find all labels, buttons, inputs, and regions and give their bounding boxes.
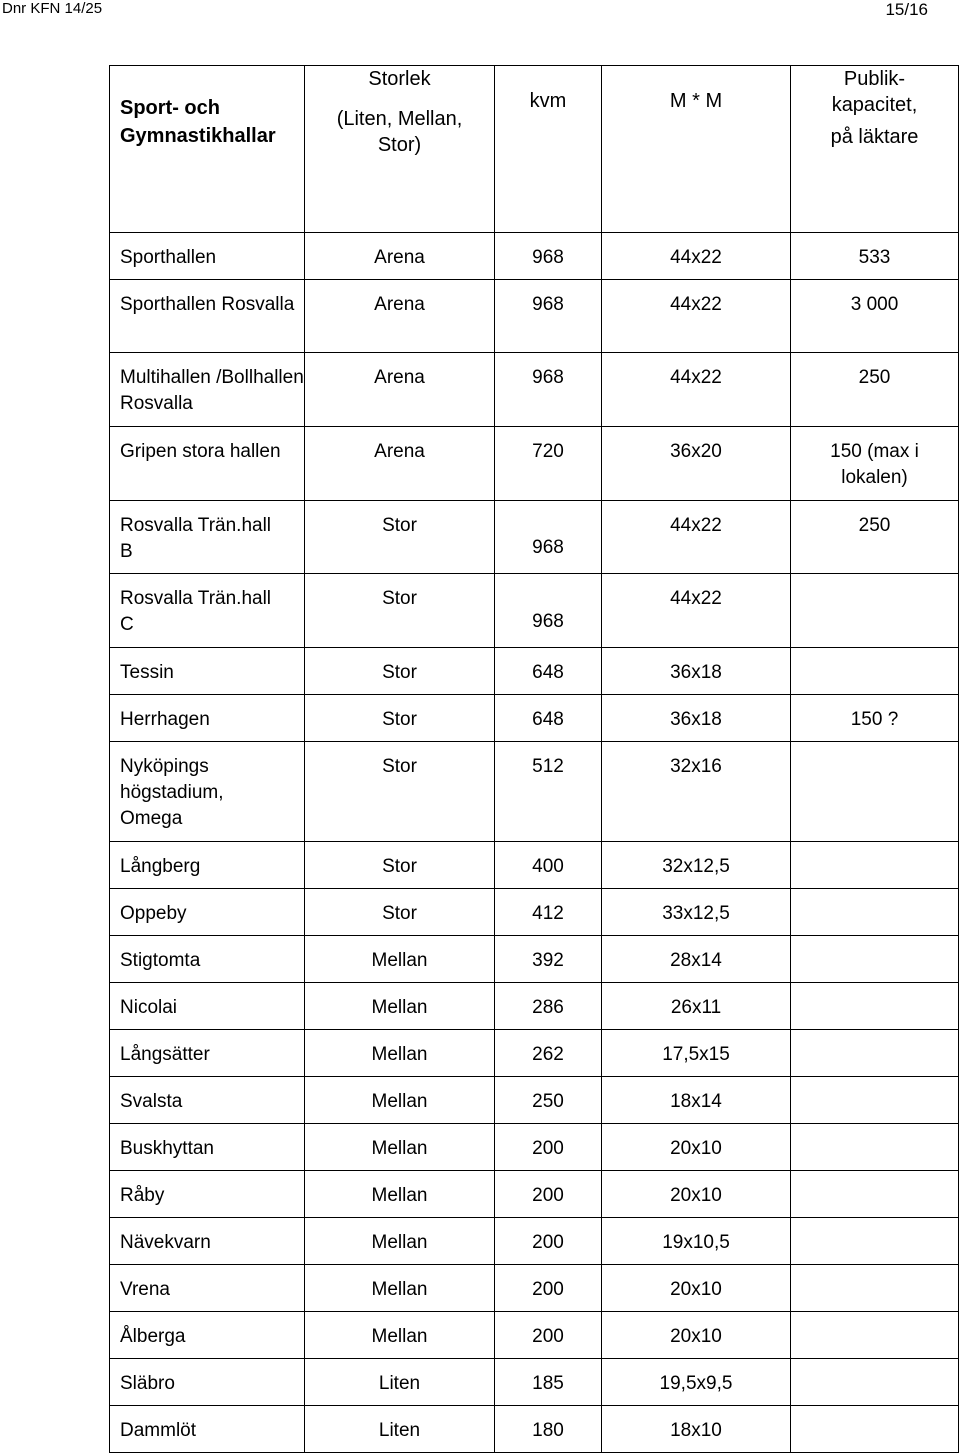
facility-size: Mellan xyxy=(305,1030,495,1077)
facility-kvm: 648 xyxy=(495,648,602,695)
facility-dims: 20x10 xyxy=(602,1265,791,1312)
header-name-line: Gymnastikhallar xyxy=(120,125,276,147)
facility-size: Arena xyxy=(305,233,495,280)
facility-kvm: 200 xyxy=(495,1171,602,1218)
header-size-line: (Liten, Mellan, xyxy=(336,108,463,130)
facility-capacity xyxy=(791,889,959,936)
facility-dims: 20x10 xyxy=(602,1124,791,1171)
document-reference: Dnr KFN 14/25 xyxy=(2,0,103,17)
facility-dims: 36x18 xyxy=(602,695,791,742)
facility-kvm: 185 xyxy=(495,1359,602,1406)
table-row xyxy=(110,983,959,1030)
table-row xyxy=(110,648,959,695)
table-row xyxy=(110,501,959,574)
facility-kvm: 200 xyxy=(495,1218,602,1265)
facility-dims: 19x10,5 xyxy=(602,1218,791,1265)
facility-size: Stor xyxy=(305,648,495,695)
facility-dims: 26x11 xyxy=(602,983,791,1030)
facility-dims: 20x10 xyxy=(602,1171,791,1218)
facility-kvm: 400 xyxy=(495,842,602,889)
facility-dims: 44x22 xyxy=(602,233,791,280)
facility-kvm: 180 xyxy=(495,1406,602,1453)
facility-name: Svalsta xyxy=(110,1077,305,1124)
header-capacity-line: på läktare xyxy=(830,126,919,148)
table-row xyxy=(110,1359,959,1406)
header-kvm: kvm xyxy=(529,90,567,112)
table-row xyxy=(110,1406,959,1453)
facility-dims: 44x22 xyxy=(602,501,791,574)
facility-capacity xyxy=(791,842,959,889)
facility-kvm: 968 xyxy=(495,574,602,648)
facility-size: Liten xyxy=(305,1406,495,1453)
facility-dims: 32x12,5 xyxy=(602,842,791,889)
facility-name: Nicolai xyxy=(110,983,305,1030)
header-capacity-cell xyxy=(791,66,959,233)
table-row xyxy=(110,742,959,842)
header-row xyxy=(110,66,959,233)
facility-capacity: 150 (max i lokalen) xyxy=(791,427,959,501)
table-row xyxy=(110,427,959,501)
table-row xyxy=(110,1312,959,1359)
facility-kvm: 250 xyxy=(495,1077,602,1124)
facility-dims: 32x16 xyxy=(602,742,791,842)
facility-kvm: 392 xyxy=(495,936,602,983)
page-number: 15/16 xyxy=(885,0,928,19)
table-row xyxy=(110,842,959,889)
facility-dims: 18x10 xyxy=(602,1406,791,1453)
table-row xyxy=(110,1030,959,1077)
facility-capacity xyxy=(791,1359,959,1406)
facility-name: Dammlöt xyxy=(110,1406,305,1453)
table-row xyxy=(110,1218,959,1265)
facility-dims: 44x22 xyxy=(602,353,791,427)
facility-kvm: 286 xyxy=(495,983,602,1030)
header-dims: M * M xyxy=(669,90,723,112)
facility-size: Mellan xyxy=(305,1265,495,1312)
facility-dims: 44x22 xyxy=(602,280,791,353)
facility-capacity: 3 000 xyxy=(791,280,959,353)
facility-size: Stor xyxy=(305,695,495,742)
facility-capacity: 533 xyxy=(791,233,959,280)
facility-kvm: 200 xyxy=(495,1265,602,1312)
facility-kvm: 968 xyxy=(495,353,602,427)
facility-capacity xyxy=(791,1218,959,1265)
header-size-cell xyxy=(305,66,495,233)
facility-name: Nyköpings högstadium, Omega xyxy=(110,742,305,842)
facility-capacity: 250 xyxy=(791,353,959,427)
facility-name: Ålberga xyxy=(110,1312,305,1359)
header-capacity-line: kapacitet, xyxy=(831,94,918,116)
facility-kvm: 512 xyxy=(495,742,602,842)
header-name-cell xyxy=(110,66,305,233)
facility-kvm: 648 xyxy=(495,695,602,742)
facility-size: Mellan xyxy=(305,1077,495,1124)
facility-dims: 17,5x15 xyxy=(602,1030,791,1077)
facility-name: Rosvalla Trän.hall C xyxy=(110,574,305,648)
facility-size: Arena xyxy=(305,353,495,427)
facility-dims: 44x22 xyxy=(602,574,791,648)
facility-capacity xyxy=(791,1077,959,1124)
table-row xyxy=(110,1077,959,1124)
facility-size: Stor xyxy=(305,842,495,889)
facility-size: Arena xyxy=(305,427,495,501)
facility-name: Långberg xyxy=(110,842,305,889)
facility-name: Stigtomta xyxy=(110,936,305,983)
facility-size: Mellan xyxy=(305,1171,495,1218)
facility-name: Råby xyxy=(110,1171,305,1218)
table-row xyxy=(110,233,959,280)
facility-dims: 36x20 xyxy=(602,427,791,501)
facility-size: Mellan xyxy=(305,983,495,1030)
header-capacity-line: Publik- xyxy=(843,68,906,90)
facility-size: Mellan xyxy=(305,1218,495,1265)
facility-size: Stor xyxy=(305,574,495,648)
facility-size: Mellan xyxy=(305,936,495,983)
facility-dims: 19,5x9,5 xyxy=(602,1359,791,1406)
facility-kvm: 262 xyxy=(495,1030,602,1077)
facility-kvm: 200 xyxy=(495,1312,602,1359)
facility-dims: 33x12,5 xyxy=(602,889,791,936)
facility-size: Mellan xyxy=(305,1312,495,1359)
table-row xyxy=(110,1171,959,1218)
facility-name: Långsätter xyxy=(110,1030,305,1077)
table-row xyxy=(110,695,959,742)
facility-kvm: 412 xyxy=(495,889,602,936)
facility-kvm: 968 xyxy=(495,280,602,353)
facilities-table xyxy=(109,65,959,1453)
facility-name: Multihallen /Bollhallen Rosvalla xyxy=(110,353,305,427)
facility-capacity: 150 ? xyxy=(791,695,959,742)
facility-dims: 18x14 xyxy=(602,1077,791,1124)
facility-size: Mellan xyxy=(305,1124,495,1171)
facility-size: Stor xyxy=(305,889,495,936)
facility-name: Sporthallen xyxy=(110,233,305,280)
facility-capacity xyxy=(791,1406,959,1453)
header-name-line: Sport- och xyxy=(120,97,220,119)
facility-dims: 28x14 xyxy=(602,936,791,983)
table-row xyxy=(110,889,959,936)
facility-name: Gripen stora hallen xyxy=(110,427,305,501)
facility-capacity xyxy=(791,983,959,1030)
facility-name: Tessin xyxy=(110,648,305,695)
header-dims-cell xyxy=(602,66,791,233)
facility-capacity xyxy=(791,1265,959,1312)
facility-capacity xyxy=(791,648,959,695)
facility-capacity xyxy=(791,742,959,842)
facility-kvm: 720 xyxy=(495,427,602,501)
facility-name: Vrena xyxy=(110,1265,305,1312)
facility-size: Liten xyxy=(305,1359,495,1406)
table-row xyxy=(110,280,959,353)
facility-capacity xyxy=(791,1171,959,1218)
facility-name: Sporthallen Rosvalla xyxy=(110,280,305,353)
facility-name: Herrhagen xyxy=(110,695,305,742)
table-row xyxy=(110,1265,959,1312)
header-kvm-cell xyxy=(495,66,602,233)
facility-name: Rosvalla Trän.hall B xyxy=(110,501,305,574)
facility-dims: 20x10 xyxy=(602,1312,791,1359)
facility-size: Arena xyxy=(305,280,495,353)
header-size-line: Storlek xyxy=(368,68,431,90)
facility-kvm: 968 xyxy=(495,501,602,574)
table-row xyxy=(110,353,959,427)
facility-kvm: 968 xyxy=(495,233,602,280)
facility-capacity xyxy=(791,1124,959,1171)
facility-name: Buskhyttan xyxy=(110,1124,305,1171)
facility-name: Släbro xyxy=(110,1359,305,1406)
facility-size: Stor xyxy=(305,742,495,842)
header-size-line: Stor) xyxy=(377,134,422,156)
table-row xyxy=(110,574,959,648)
facility-capacity xyxy=(791,1030,959,1077)
facility-kvm: 200 xyxy=(495,1124,602,1171)
facility-size: Stor xyxy=(305,501,495,574)
facility-name: Oppeby xyxy=(110,889,305,936)
table-row xyxy=(110,1124,959,1171)
facility-capacity: 250 xyxy=(791,501,959,574)
facility-name: Nävekvarn xyxy=(110,1218,305,1265)
facility-capacity xyxy=(791,936,959,983)
facility-capacity xyxy=(791,1312,959,1359)
facility-capacity xyxy=(791,574,959,648)
table-row xyxy=(110,936,959,983)
facility-dims: 36x18 xyxy=(602,648,791,695)
